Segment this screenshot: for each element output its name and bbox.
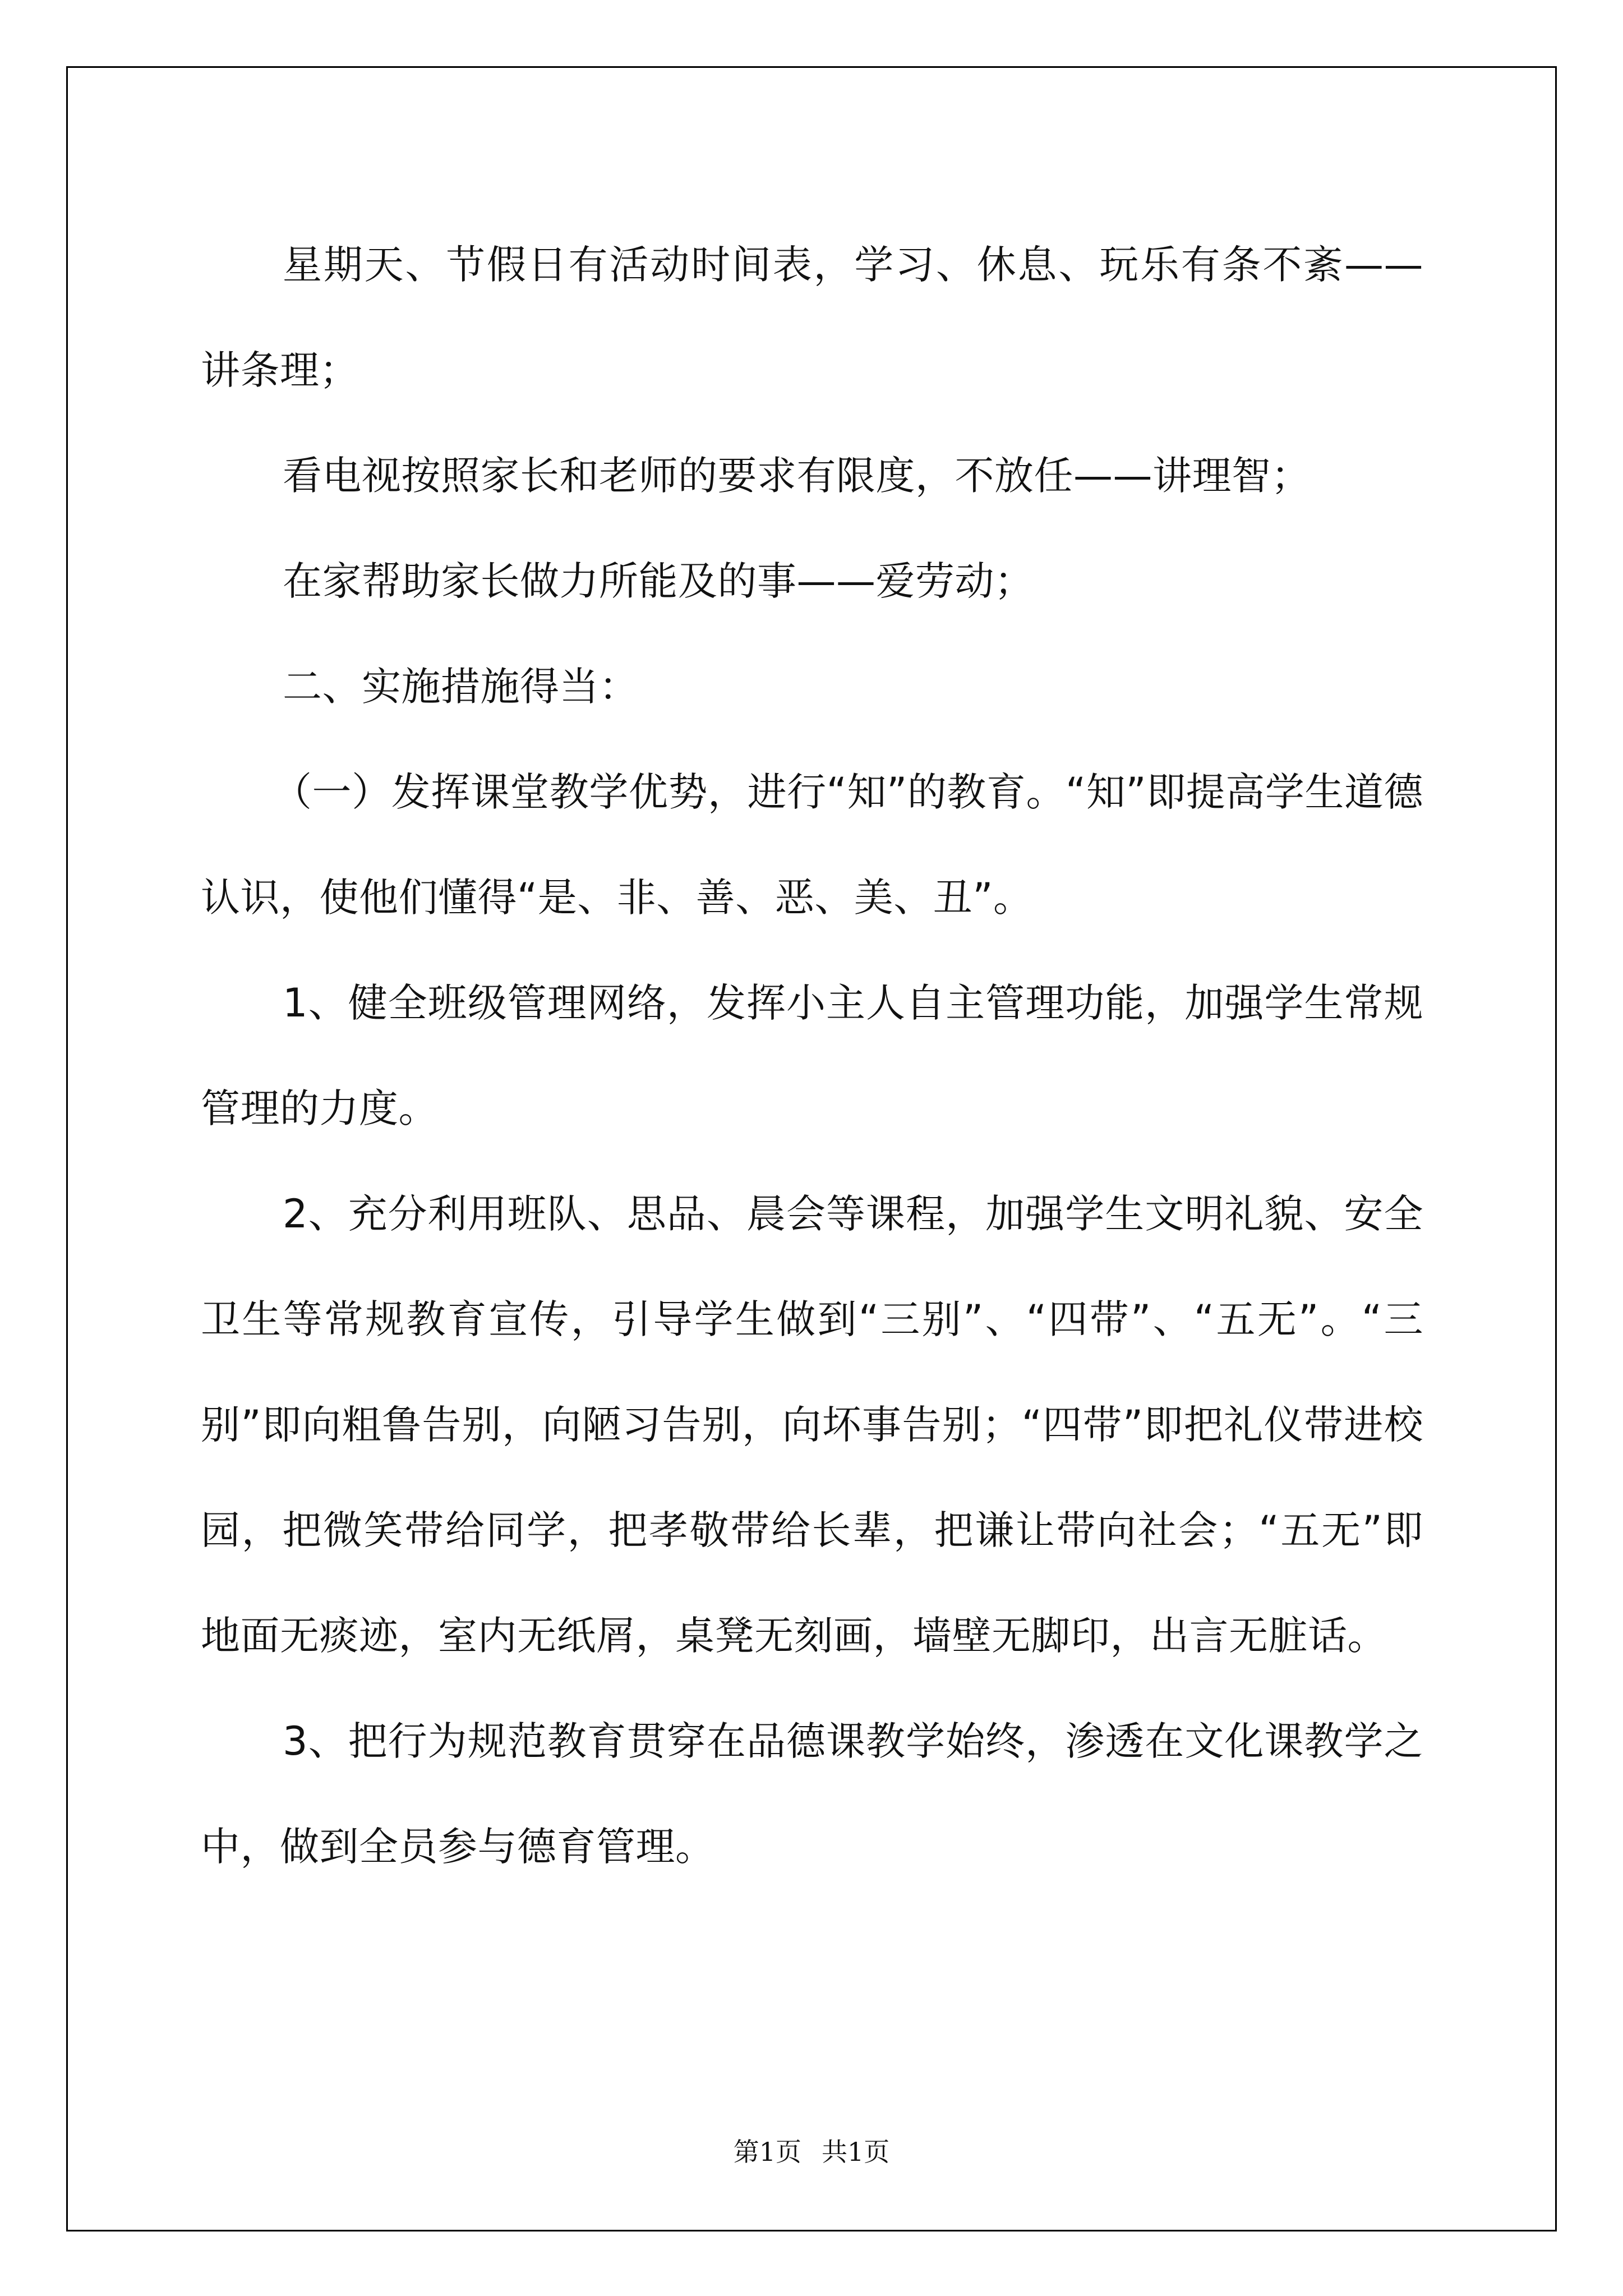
paragraph: 3、把行为规范教育贯穿在品德课教学始终，渗透在文化课教学之中，做到全员参与德育管理。 <box>201 1718 1423 1870</box>
paragraph: 在家帮助家长做力所能及的事——爱劳动； <box>283 558 1034 604</box>
page-number: 第1页 <box>733 2137 801 2167</box>
subsection-heading: （一）发挥课堂教学优势，进行“知”的教育。“知”即提高学生道德认识，使他们懂得“是、非、善、恶、美、丑”。 <box>201 769 1423 921</box>
document-body <box>201 212 1423 1899</box>
paragraph: 2、充分利用班队、思品、晨会等课程，加强学生文明礼貌、安全卫生等常规教育宣传，引导学生做到“三别”、“四带”、“五无”。“三别”即向粗鲁告别，向陋习告别，向坏事告别；“四带”即把礼仪带进校园，把微笑带给同学，把孝敬带给长辈，把谦让带向社会；“五无”即地面无痰迹，室内无纸屑，桌凳无刻画，墙壁无脚印，出言无脏话。 <box>201 1191 1423 1659</box>
paragraph: 看电视按照家长和老师的要求有限度，不放任——讲理智； <box>283 453 1311 499</box>
page-footer <box>0 2135 1623 2169</box>
section-heading: 二、实施措施得当： <box>283 664 639 710</box>
page-total: 共1页 <box>822 2137 890 2167</box>
paragraph: 1、健全班级管理网络，发挥小主人自主管理功能，加强学生常规管理的力度。 <box>201 980 1423 1131</box>
paragraph: 星期天、节假日有活动时间表，学习、休息、玩乐有条不紊——讲条理； <box>201 242 1423 393</box>
